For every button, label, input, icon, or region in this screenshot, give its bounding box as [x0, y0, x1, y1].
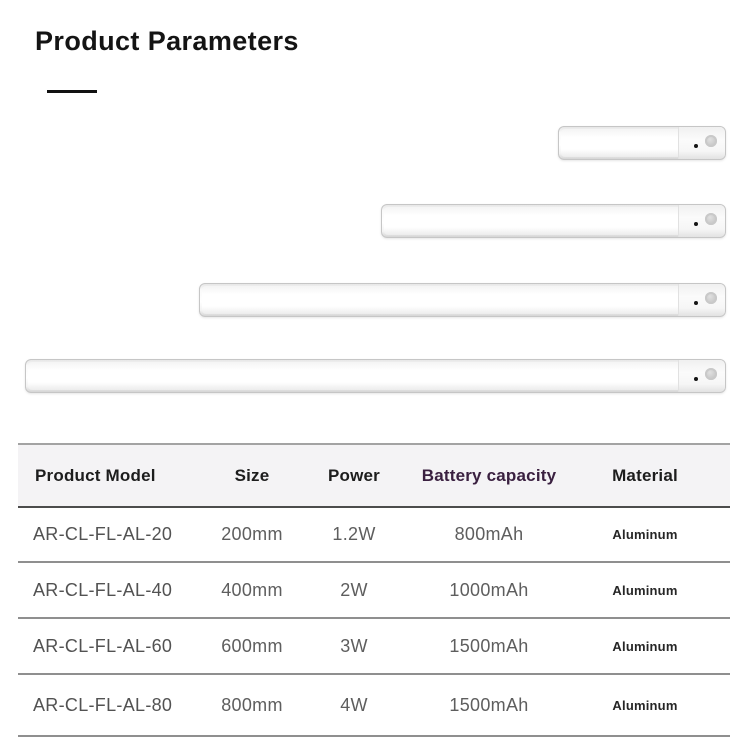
indicator-led-icon [694, 222, 698, 226]
cell-power: 2W [340, 579, 368, 600]
cell-size: 400mm [221, 579, 283, 600]
cell-product-model: AR-CL-FL-AL-20 [33, 524, 173, 544]
cell-material: Aluminum [612, 697, 678, 713]
cell-battery: 800mAh [454, 524, 524, 544]
cell-battery: 1500mAh [449, 635, 529, 656]
cell-material: Aluminum [612, 638, 678, 654]
page-title: Product Parameters [35, 26, 299, 56]
cell-battery: 1000mAh [449, 579, 529, 600]
light-bar-800mm [25, 359, 726, 393]
col-header-material: Material [612, 465, 678, 485]
light-bar-diffuser [561, 129, 678, 157]
table-row [18, 674, 730, 736]
light-bar-endcap [678, 360, 725, 392]
indicator-led-icon [694, 301, 698, 305]
light-bar-600mm [199, 283, 726, 317]
cell-material: Aluminum [612, 527, 678, 542]
col-header-power: Power [327, 465, 381, 485]
spec-table [18, 443, 730, 737]
motion-sensor-icon [705, 368, 717, 380]
light-bar-diffuser [384, 207, 678, 235]
light-bar-endcap [678, 284, 725, 316]
indicator-led-icon [694, 377, 698, 381]
cell-material: Aluminum [612, 582, 678, 598]
light-bar-diffuser [28, 362, 678, 390]
motion-sensor-icon [705, 213, 717, 225]
light-bar-200mm [558, 126, 726, 160]
col-header-size: Size [234, 465, 270, 485]
cell-product-model: AR-CL-FL-AL-60 [33, 635, 173, 656]
light-bar-endcap [678, 127, 725, 159]
motion-sensor-icon [705, 292, 717, 304]
cell-battery: 1500mAh [449, 694, 529, 715]
indicator-led-icon [694, 144, 698, 148]
cell-power: 3W [340, 635, 368, 656]
light-bar-endcap [678, 205, 725, 237]
cell-size: 600mm [221, 635, 283, 656]
light-bar-400mm [381, 204, 726, 238]
light-bar-diffuser [202, 286, 678, 314]
cell-size: 200mm [221, 524, 283, 544]
col-header-product-model: Product Model [35, 465, 156, 485]
table-row [18, 618, 730, 674]
cell-power: 1.2W [332, 524, 376, 544]
cell-size: 800mm [221, 694, 283, 715]
col-header-battery-capacity: Battery capacity [421, 465, 557, 485]
cell-product-model: AR-CL-FL-AL-80 [33, 694, 173, 715]
table-row [18, 562, 730, 618]
cell-power: 4W [340, 694, 368, 715]
cell-product-model: AR-CL-FL-AL-40 [33, 579, 173, 600]
motion-sensor-icon [705, 135, 717, 147]
table-row [18, 507, 730, 562]
table-header-row [18, 444, 730, 507]
